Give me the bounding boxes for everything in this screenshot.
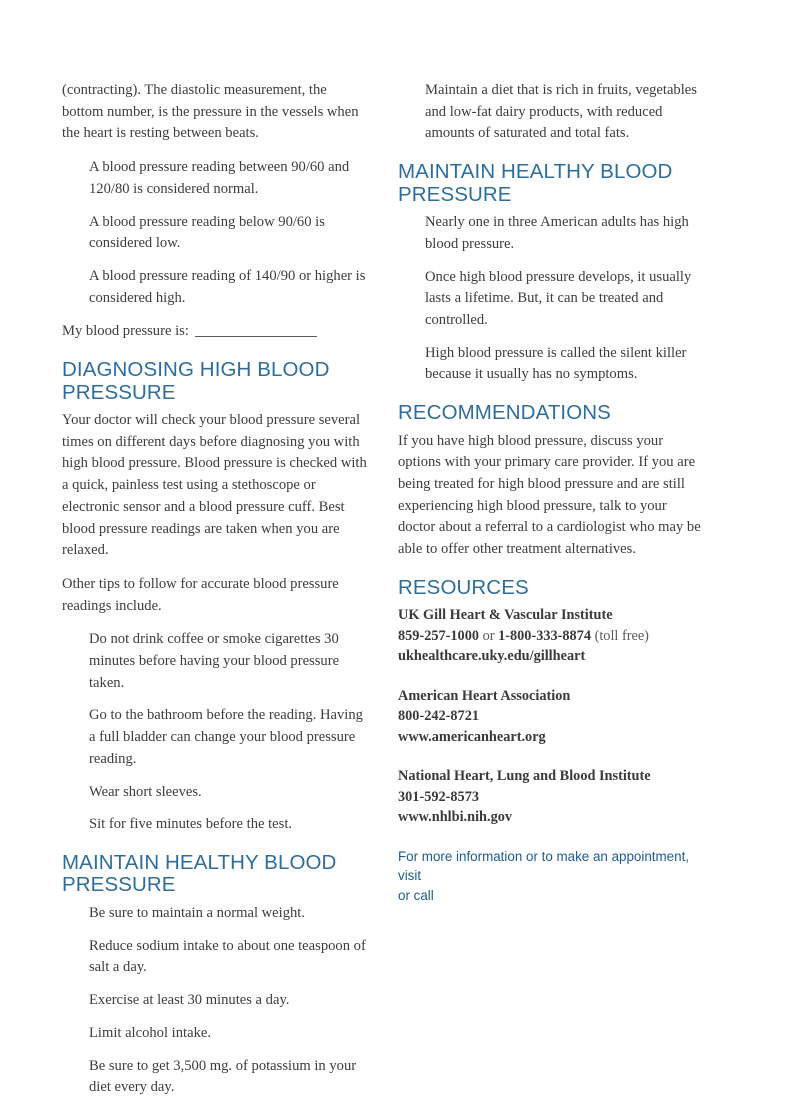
resource-entry [398,686,703,748]
resource-phone-main[interactable]: 800-242-8721 [398,708,480,725]
resource-website[interactable]: ukhealthcare.uky.edu/gillheart [398,648,586,665]
resource-phone-note: (toll free) [591,627,649,644]
other-tips-lead: Other tips to follow for accurate blood pressure readings include. [62,575,339,614]
list-item: A blood pressure reading between 90/60 and 120/80 is considered normal. [89,159,350,197]
list-item: Nearly one in three American adults has high blood pressure. [425,214,689,252]
heading-maintain-healthy-blood-pressure-right: MAINTAIN HEALTHY BLOOD PRESSURE [398,160,673,206]
footer-note-line-1: For more information or to make an appointment, [398,848,690,864]
resource-entry [398,766,703,828]
list-item: Reduce sodium intake to about one teaspoon of salt a day. [89,937,366,976]
maintain-healthy-list-left [62,903,367,1099]
fillin-blank-line[interactable] [195,336,317,337]
heading-recommendations: RECOMMENDATIONS [398,401,611,425]
list-item: A blood pressure reading below 90/60 is considered low. [89,213,325,252]
list-item: Go to the bathroom before the reading. Having a full bladder can change your blood pressure reading. [89,707,363,767]
diet-list [398,80,703,145]
resource-name: UK Gill Heart & Vascular Institute [398,607,613,624]
list-item: Be sure to get 3,500 mg. of potassium in your diet every day. [89,1057,357,1096]
resource-phone-alt[interactable]: 1-800-333-8874 [498,627,591,644]
resource-phone-separator: or [479,627,499,644]
recommendations-paragraph: If you have high blood pressure, discuss your options with your primary care provider. If you are being treated for high blood pressure and are still experiencing high blood pressure, talk to your doctor about a referral to a cardiologist who may be able to offer other treatment alternatives. [398,432,701,558]
fillin-label: My blood pressure is: [62,323,189,340]
accurate-reading-tips-list [62,629,367,836]
list-item: Limit alcohol intake. [89,1024,211,1041]
list-item: Exercise at least 30 minutes a day. [89,992,290,1009]
blood-pressure-reading-list [62,157,367,309]
resource-phone-line [398,706,703,727]
resource-entry [398,605,703,667]
footer-note [398,847,703,906]
list-item: Be sure to maintain a normal weight. [89,904,306,921]
resource-website[interactable]: www.americanheart.org [398,728,546,745]
list-item: Do not drink coffee or smoke cigarettes 30 minutes before having your blood pressure taken. [89,631,340,691]
list-item: A blood pressure reading of 140/90 or higher is considered high. [89,267,366,306]
left-column [62,80,367,1111]
list-item: High blood pressure is called the silent killer because it usually has no symptoms. [425,344,687,383]
resource-name: American Heart Association [398,687,571,704]
maintain-healthy-list-right [398,212,703,386]
resource-phone-main[interactable]: 859-257-1000 [398,627,480,644]
resource-phone-line [398,787,703,808]
list-item: Sit for five minutes before the test. [89,816,293,833]
heading-diagnosing-high-blood-pressure: DIAGNOSING HIGH BLOOD PRESSURE [62,358,330,404]
footer-note-line-2: visit [398,868,422,884]
diagnosing-paragraph: Your doctor will check your blood pressure several times on different days before diagnosing you with high blood pressure. Blood pressure is checked with a quick, painless test using a stethoscope or electronic sensor and a blood pressure cuff. Best blood pressure readings are taken when you are relaxed. [62,412,367,559]
heading-maintain-healthy-blood-pressure-left: MAINTAIN HEALTHY BLOOD PRESSURE [62,850,337,897]
resource-phone-line [398,626,703,647]
resource-phone-main[interactable]: 301-592-8573 [398,788,480,805]
intro-paragraph: (contracting). The diastolic measurement, the bottom number, is the pressure in the vessels when the heart is resting between beats. [62,82,359,142]
resource-website[interactable]: www.nhlbi.nih.gov [398,809,513,826]
heading-resources: RESOURCES [398,575,529,599]
footer-note-line-3: or call [398,887,434,903]
list-item: Wear short sleeves. [89,783,202,800]
resource-name: National Heart, Lung and Blood Institute [398,768,651,785]
right-column [398,80,703,905]
list-item: Once high blood pressure develops, it usually lasts a lifetime. But, it can be treated and controlled. [425,268,692,328]
my-blood-pressure-fillin [62,321,367,343]
list-item: Maintain a diet that is rich in fruits, vegetables and low-fat dairy products, with reduced amounts of saturated and total fats. [425,82,697,142]
